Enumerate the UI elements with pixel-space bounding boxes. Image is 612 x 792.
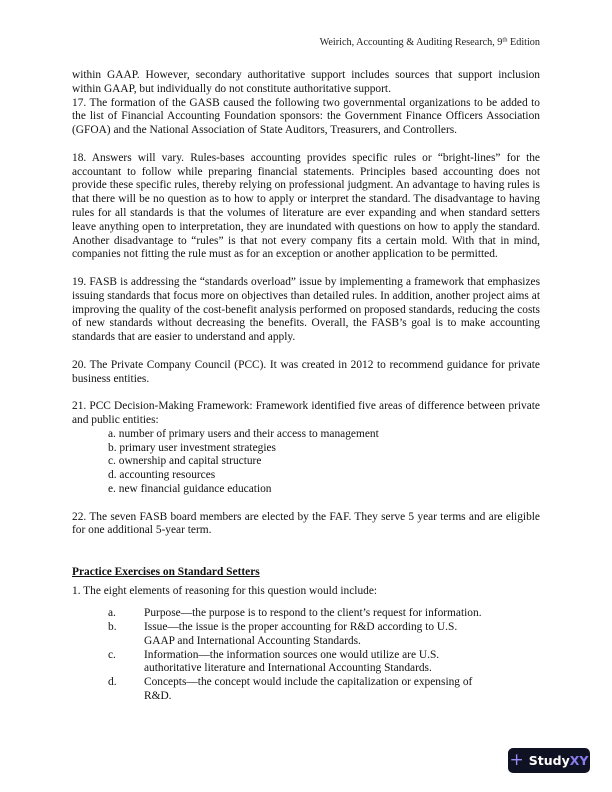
reasoning-elements-list bbox=[72, 607, 540, 704]
brand-name bbox=[529, 753, 589, 768]
list-item: a. number of primary users and their access to management bbox=[108, 427, 379, 440]
list-item bbox=[72, 621, 540, 649]
item-label: a. bbox=[108, 607, 116, 620]
pcc-areas-list bbox=[72, 428, 540, 497]
list-item: d. accounting resources bbox=[108, 469, 216, 482]
header-text: Weirich, Accounting & Auditing Research, 9 bbox=[319, 37, 503, 48]
paragraph-20: 20. The Private Company Council (PCC). It was created in 2012 to recommend guidance for private business entities. bbox=[72, 358, 540, 385]
plus-icon: + bbox=[509, 750, 524, 770]
list-item bbox=[72, 607, 540, 621]
section-title: Practice Exercises on Standard Setters bbox=[72, 565, 260, 578]
item-text: Information—the information sources one would utilize are U.S. authoritative literature and International Accounting Standards. bbox=[144, 648, 440, 675]
practice-question-1: 1. The eight elements of reasoning for this question would include: bbox=[72, 585, 378, 598]
header-superscript: th bbox=[502, 36, 508, 44]
studyxy-badge[interactable] bbox=[508, 748, 590, 773]
list-item bbox=[72, 676, 540, 704]
paragraph-21: 21. PCC Decision-Making Framework: Framework identified five areas of difference between private and public entities: bbox=[72, 400, 540, 426]
header-text-end: Edition bbox=[507, 37, 540, 48]
list-item: b. primary user investment strategies bbox=[108, 441, 276, 454]
paragraph-19: 19. FASB is addressing the “standards overload” issue by implementing a framework that emphasizes issuing standards that focus more on objectives than detailed rules. In addition, another project aims at improving the quality of the cost-benefit analysis performed on proposed standards, reducing the costs of new standards without decreasing the benefits. Overall, the FASB’s goal is to make accounting standards that are easier to understand and apply. bbox=[72, 275, 540, 344]
document-body bbox=[72, 69, 540, 704]
paragraph-17: 17. The formation of the GASB caused the following two governmental organizations to be added to the list of Financial Accounting Foundation sponsors: the Government Finance Officers Association (GFOA) and the National Association of State Auditors, Treasurers, and Controllers. bbox=[72, 96, 540, 137]
item-label: c. bbox=[108, 648, 116, 661]
paragraph-18: 18. Answers will vary. Rules-bases accounting provides specific rules or “bright-lines” for the accountant to follow while preparing financial statements. Principles based accounting does not provide these specific rules, thereby relying on professional judgment. An advantage to having rules is that there will be no question as to how to apply or interpret the standard. The disadvantage to having rules for all standards is that the volumes of literature are ever expanding and when standard setters leave anything open to interpretation, they are inundated with questions on how to apply the standard. Another disadvantage to “rules” is that not every company fits a certain mold. With that in mind, companies not fitting the rule must as for an exception or another application to be permitted. bbox=[72, 151, 540, 261]
list-item bbox=[72, 649, 540, 677]
item-text: Concepts—the concept would include the capitalization or expensing of R&D. bbox=[144, 676, 473, 703]
paragraph-16-end: within GAAP. However, secondary authoritative support includes sources that support inclusion within GAAP, but individually do not constitute authoritative support. bbox=[72, 69, 540, 95]
item-text: Purpose—the purpose is to respond to the client’s request for information. bbox=[144, 607, 482, 620]
running-header bbox=[320, 37, 540, 49]
item-text: Issue—the issue is the proper accounting for R&D according to U.S. GAAP and International Accounting Standards. bbox=[144, 621, 458, 647]
brand-main: Study bbox=[528, 753, 570, 768]
list-item: e. new financial guidance education bbox=[108, 482, 272, 495]
brand-accent: XY bbox=[569, 753, 589, 768]
item-label: d. bbox=[108, 676, 117, 689]
item-label: b. bbox=[108, 621, 117, 634]
list-item: c. ownership and capital structure bbox=[108, 455, 262, 468]
paragraph-22: 22. The seven FASB board members are elected by the FAF. They serve 5 year terms and are eligible for one additional 5-year term. bbox=[72, 510, 540, 537]
